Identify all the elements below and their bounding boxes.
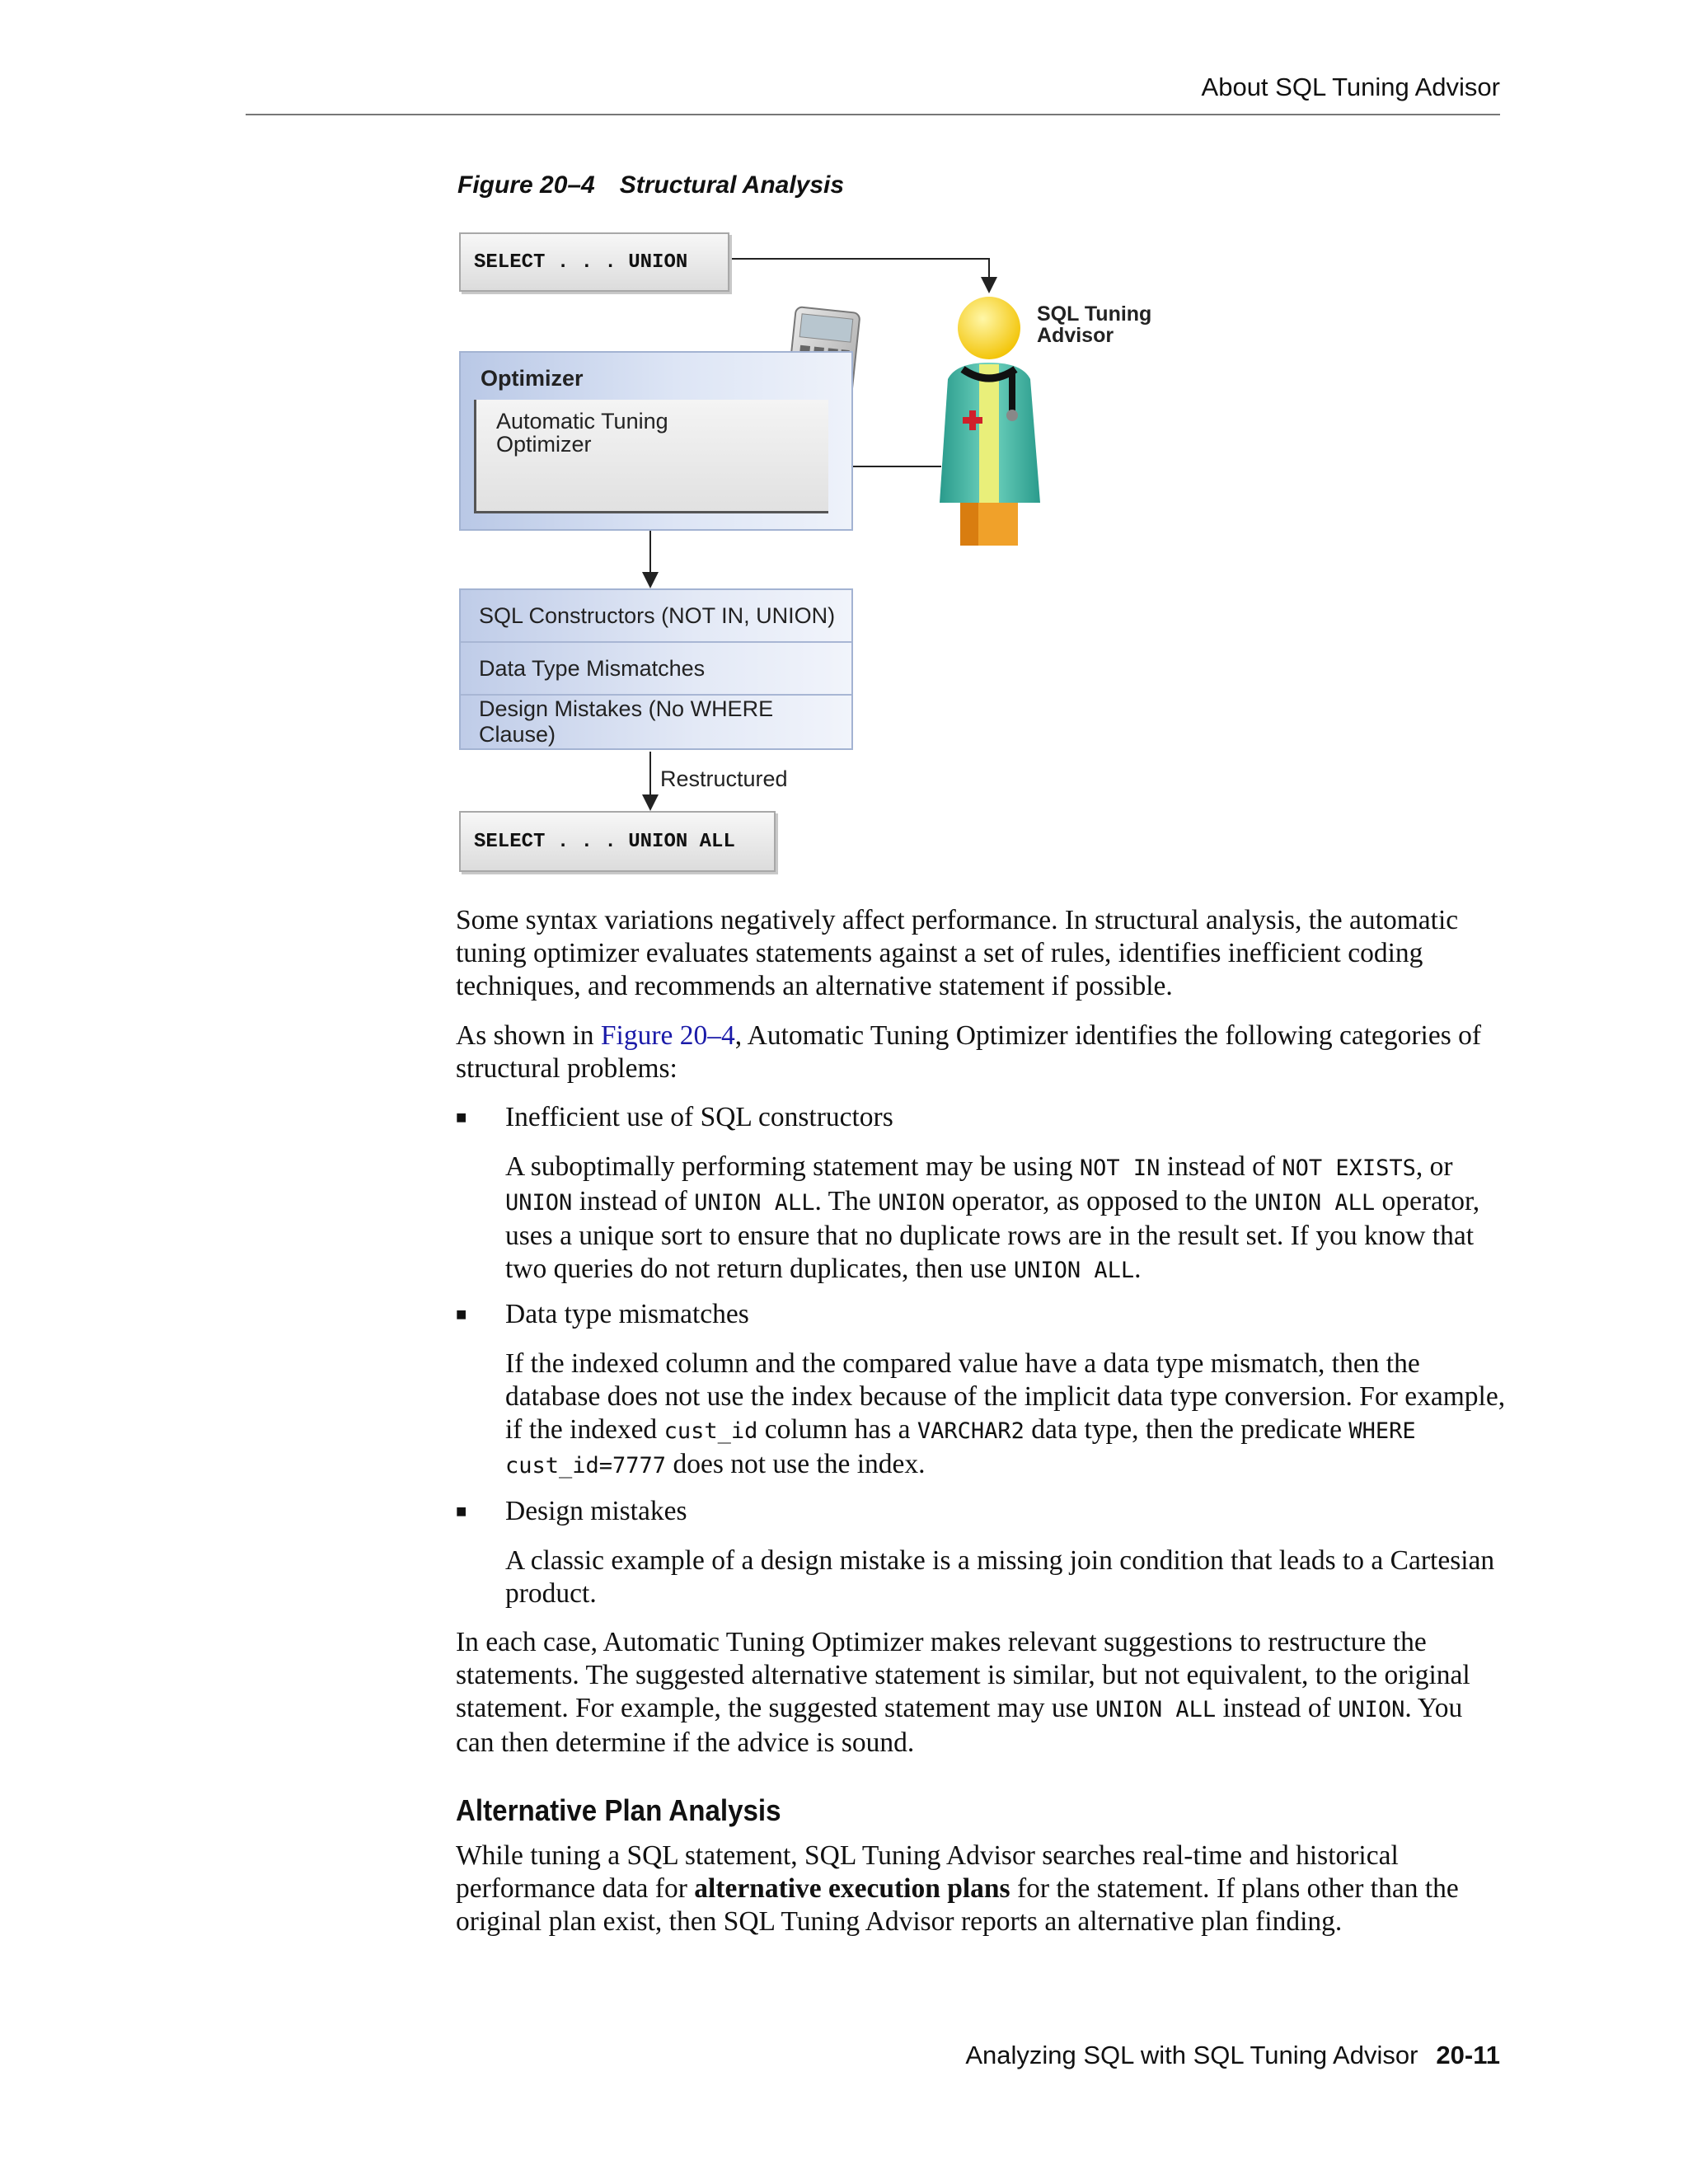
- figure-link[interactable]: Figure 20–4: [600, 1020, 735, 1051]
- restructured-label: Restructured: [660, 766, 788, 791]
- bullet-title-mismatches: Data type mismatches: [505, 1299, 749, 1329]
- advisor-label-line2: Advisor: [1037, 324, 1114, 348]
- text-run: instead of: [1216, 1693, 1339, 1723]
- text-run: for the statement. If plans other than the original plan exist, then SQL Tuning Advisor reports an alternative plan finding.: [456, 1873, 1459, 1937]
- code-not-in: NOT IN: [1079, 1155, 1160, 1181]
- text-run: In each case, Automatic Tuning Optimizer makes relevant suggestions to restructure the statements. The suggested alternative statement is similar, but not equivalent, to the original statement. For example, the suggested statement may use: [456, 1627, 1470, 1723]
- figure-title: Structural Analysis: [619, 171, 845, 199]
- page-footer: [965, 2041, 1500, 2070]
- text-run: . The: [814, 1186, 879, 1216]
- running-header: About SQL Tuning Advisor: [1201, 73, 1500, 101]
- paragraph-constructors: [505, 1151, 1507, 1287]
- paragraph-alternative-plans: [456, 1840, 1507, 1938]
- automatic-tuning-optimizer-box: [474, 400, 828, 513]
- text-run: column has a: [757, 1414, 917, 1445]
- text-run: operator, as opposed to the: [945, 1186, 1254, 1216]
- text-run: data type, then the predicate: [1024, 1414, 1349, 1445]
- code-union-all: UNION ALL: [1095, 1697, 1217, 1722]
- code-union: UNION: [1338, 1697, 1405, 1722]
- text-run: .: [1134, 1254, 1142, 1284]
- bullet-title-design: Design mistakes: [505, 1496, 687, 1526]
- categories-box: [459, 588, 853, 750]
- paragraph-design: A classic example of a design mistake is a missing join condition that leads to a Cartesian product.: [505, 1545, 1495, 1609]
- text-run: instead of: [1160, 1151, 1282, 1182]
- ato-line2: Optimizer: [496, 432, 592, 457]
- text-run: As shown in: [456, 1020, 601, 1051]
- bold-term: alternative execution plans: [694, 1873, 1010, 1904]
- bullet-icon: ■: [456, 1304, 467, 1324]
- code-where-clause: WHERE cust_id=7777: [505, 1418, 1416, 1479]
- code-union: UNION: [878, 1190, 945, 1216]
- footer-chapter-title: Analyzing SQL with SQL Tuning Advisor: [965, 2041, 1418, 2069]
- bullet-title-constructors: Inefficient use of SQL constructors: [505, 1102, 893, 1132]
- text-run: operator, uses a unique sort to ensure that no duplicate rows are in the result set. If you know that two queries do not return duplicates, then use: [505, 1186, 1480, 1284]
- category-row: Data Type Mismatches: [461, 643, 851, 696]
- paragraph-categories: [456, 1019, 1507, 1085]
- text-run: If the indexed column and the compared value have a data type mismatch, then the database does not use the index because of the implicit data type conversion. For example, if the indexed: [505, 1348, 1506, 1445]
- arrow-input-to-advisor: [731, 259, 989, 290]
- paragraph-mismatches: [505, 1347, 1507, 1483]
- category-row: Design Mistakes (No WHERE Clause): [461, 696, 851, 748]
- code-not-exists: NOT EXISTS: [1282, 1155, 1416, 1181]
- bullet-icon: ■: [456, 1501, 467, 1521]
- output-statement-box: SELECT . . . UNION ALL: [459, 811, 776, 872]
- text-run: . You can then determine if the advice is sound.: [456, 1693, 1463, 1758]
- ato-line1: Automatic Tuning: [496, 409, 668, 434]
- bullet-icon: ■: [456, 1107, 467, 1127]
- sql-tuning-advisor-icon: [940, 297, 1040, 546]
- optimizer-title: Optimizer: [481, 366, 584, 391]
- section-heading: Alternative Plan Analysis: [456, 1793, 781, 1827]
- category-row: SQL Constructors (NOT IN, UNION): [461, 590, 851, 643]
- code-varchar2: VARCHAR2: [917, 1418, 1025, 1444]
- text-run: , or: [1415, 1151, 1453, 1182]
- text-run: instead of: [572, 1186, 695, 1216]
- advisor-label-line1: SQL Tuning: [1037, 302, 1152, 326]
- paragraph-intro: Some syntax variations negatively affect performance. In structural analysis, the automatic tuning optimizer evaluates statements against a set of rules, identifies inefficient coding techniques, and recommends an alternative statement if possible.: [456, 905, 1459, 1001]
- text-run: While tuning a SQL statement, SQL Tuning Advisor searches real-time and historical performance data for: [456, 1840, 1399, 1904]
- text-run: does not use the index.: [666, 1449, 926, 1479]
- figure-number: Figure 20–4: [457, 171, 595, 199]
- code-union-all: UNION ALL: [694, 1190, 815, 1216]
- paragraph-summary: [456, 1626, 1507, 1760]
- code-union-all: UNION ALL: [1013, 1258, 1135, 1283]
- code-cust-id: cust_id: [663, 1418, 758, 1444]
- text-run: , Automatic Tuning Optimizer identifies the following categories of structural problems:: [456, 1020, 1482, 1084]
- page-number: 20-11: [1436, 2041, 1500, 2069]
- text-run: A suboptimally performing statement may be using: [505, 1151, 1080, 1182]
- code-union: UNION: [505, 1190, 573, 1216]
- optimizer-box: [459, 351, 853, 531]
- advisor-label: [1037, 303, 1151, 347]
- input-statement-box: SELECT . . . UNION: [459, 232, 729, 292]
- code-union-all: UNION ALL: [1254, 1190, 1376, 1216]
